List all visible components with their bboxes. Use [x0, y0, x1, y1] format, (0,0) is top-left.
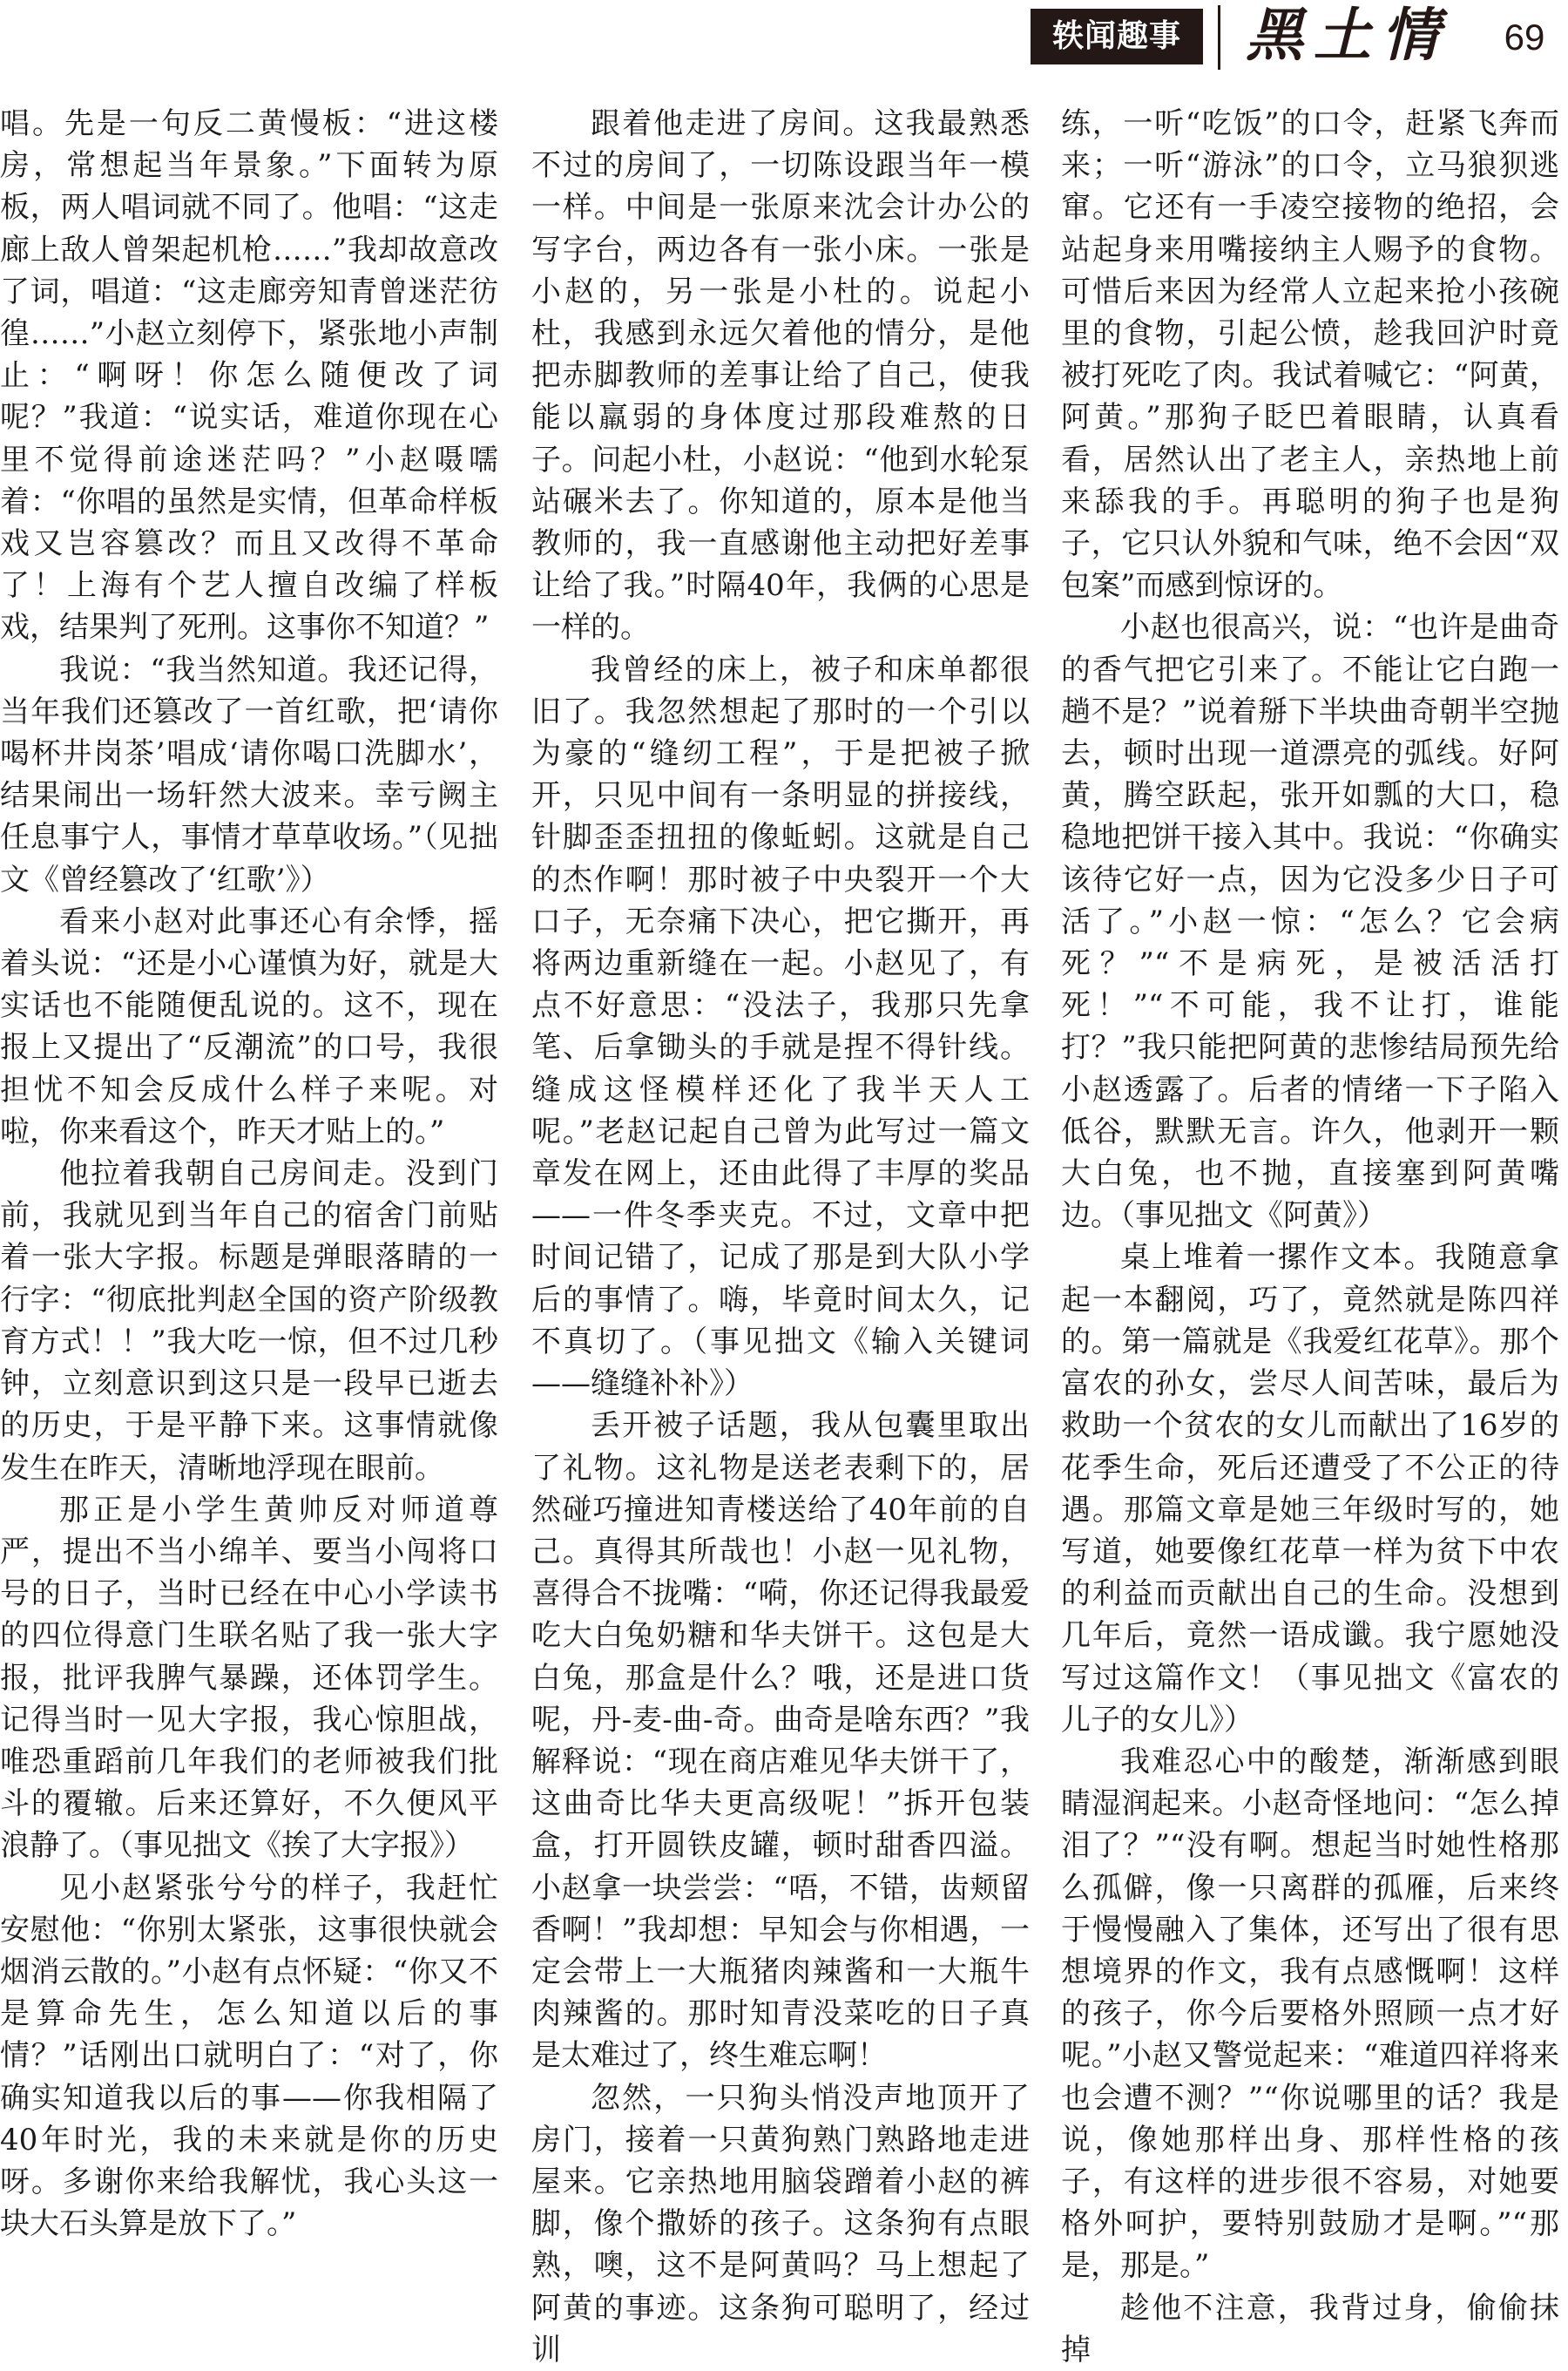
- paragraph: 桌上堆着一摞作文本。我随意拿起一本翻阅，巧了，竟然就是陈四祥的。第一篇就是《我爱红花草》。那个富农的孙女，尝尽人间苦味，最后为救助一个贫农的女儿而献出了16岁的花季生命，死后还遭受了不公正的待遇。那篇文章是她三年级时写的，她写道，她要像红花草一样为贫下中农的利益而贡献出自己的生命。没想到几年后，竟然一语成谶。我宁愿她没写过这篇作文！（事见拙文《富农的儿子的女儿》）: [1061, 1240, 1559, 1738]
- paragraph: 丢开被子话题，我从包囊里取出了礼物。这礼物是送老表剩下的，居然碰巧撞进知青楼送给了40年前的自己。真得其所哉也！小赵一见礼物，喜得合不拢嘴：“嗬，你还记得我最爱吃大白兔奶糖和华夫饼干。这包是大白兔，那盒是什么？哦，还是进口货呢，丹-麦-曲-奇。曲奇是啥东西？”我解释说：“现在商店难见华夫饼干了，这曲奇比华夫更高级呢！”拆开包装盒，打开圆铁皮罐，顿时甜香四溢。小赵拿一块尝尝：“唔，不错，齿颊留香啊！”我却想：早知会与你相遇，一定会带上一大瓶猪肉辣酱和一大瓶牛肉辣酱的。那时知青没菜吃的日子真是太难过了，终生难忘啊！: [531, 1408, 1030, 2074]
- paragraph: 小赵也很高兴，说：“也许是曲奇的香气把它引来了。不能让它白跑一趟不是？”说着掰下半块曲奇朝半空抛去，顿时出现一道漂亮的弧线。好阿黄，腾空跃起，张开如瓢的大口，稳稳地把饼干接入其中。我说：“你确实该待它好一点，因为它没多少日子可活了。”小赵一惊：“怎么？它会病死？”“不是病死，是被活活打死！”“不可能，我不让打，谁能打？”我只能把阿黄的悲惨结局预先给小赵透露了。后者的情绪一下子陷入低谷，默默无言。许久，他剥开一颗大白兔，也不抛，直接塞到阿黄嘴边。（事见拙文《阿黄》）: [1061, 610, 1559, 1234]
- paragraph: 我曾经的床上，被子和床单都很旧了。我忽然想起了那时的一个引以为豪的“缝纫工程”，于是把被子掀开，只见中间有一条明显的拼接线，针脚歪歪扭扭的像蚯蚓。这就是自己的杰作啊！那时被子中央裂开一个大口子，无奈痛下决心，把它撕开，再将两边重新缝在一起。小赵见了，有点不好意思：“没法子，我那只先拿笔、后拿锄头的手就是捏不得针线。缝成这怪模样还化了我半天人工呢。”老赵记起自己曾为此写过一篇文章发在网上，还由此得了丰厚的奖品——一件冬季夹克。不过，文章中把时间记错了，记成了那是到大队小学后的事情了。嗨，毕竟时间太久，记不真切了。（事见拙文《输入关键词——缝缝补补》）: [531, 652, 1030, 1402]
- text-column-3: [1061, 103, 1559, 2368]
- magazine-name: 黑土情: [1246, 1, 1450, 69]
- paragraph: 我说：“我当然知道。我还记得，当年我们还篡改了一首红歌，把‘请你喝杯井岗茶’唱成‘请你喝口洗脚水’，结果闹出一场轩然大波来。幸亏阙主任息事宁人，事情才草草收场。”（见拙文《曾经篡改了‘红歌’》）: [0, 652, 498, 898]
- text-column-1: [0, 103, 498, 2257]
- paragraph: 趁他不注意，我背过身，偷偷抹掉: [1061, 2290, 1559, 2368]
- paragraph: 练，一听“吃饭”的口令，赶紧飞奔而来；一听“游泳”的口令，立马狼狈逃窜。它还有一手凌空接物的绝招，会站起身来用嘴接纳主人赐予的食物。可惜后来因为经常人立起来抢小孩碗里的食物，引起公愤，趁我回沪时竟被打死吃了肉。我试着喊它：“阿黄，阿黄。”那狗子眨巴着眼睛，认真看看，居然认出了老主人，亲热地上前来舔我的手。再聪明的狗子也是狗子，它只认外貌和气味，绝不会因“双包案”而感到惊讶的。: [1061, 106, 1559, 604]
- paragraph: 看来小赵对此事还心有余悸，摇着头说：“还是小心谨慎为好，就是大实话也不能随便乱说的。这不，现在报上又提出了“反潮流”的口号，我很担忧不知会反成什么样子来呢。对啦，你来看这个，昨天才贴上的。”: [0, 904, 498, 1149]
- page-number: 69: [1504, 17, 1545, 58]
- section-badge: 轶闻趣事: [1031, 9, 1203, 64]
- paragraph: 跟着他走进了房间。这我最熟悉不过的房间了，一切陈设跟当年一模一样。中间是一张原来沈会计办公的写字台，两边各有一张小床。一张是小赵的，另一张是小杜的。说起小杜，我感到永远欠着他的情分，是他把赤脚教师的差事让给了自己，使我能以羸弱的身体度过那段难熬的日子。问起小杜，小赵说：“他到水轮泵站碾米去了。你知道的，原本是他当教师的，我一直感谢他主动把好差事让给了我。”时隔40年，我俩的心思是一样的。: [531, 106, 1030, 646]
- page-header: [0, 0, 1568, 87]
- paragraph: 我难忍心中的酸楚，渐渐感到眼睛湿润起来。小赵奇怪地问：“怎么掉泪了？”“没有啊。想起当时她性格那么孤僻，像一只离群的孤雁，后来终于慢慢融入了集体，还写出了很有思想境界的作文，我有点感慨啊！这样的孩子，你今后要格外照顾一点才好呢。”小赵又警觉起来：“难道四祥将来也会遭不测？”“你说哪里的话？我是说，像她那样出身、那样性格的孩子，有这样的进步很不容易，对她要格外呵护，要特别鼓励才是啊。”“那是，那是。”: [1061, 1744, 1559, 2284]
- header-divider: [1218, 5, 1220, 70]
- paragraph: 那正是小学生黄帅反对师道尊严，提出不当小绵羊、要当小闯将口号的日子，当时已经在中心小学读书的四位得意门生联名贴了我一张大字报，批评我脾气暴躁，还体罚学生。记得当时一见大字报，我心惊胆战，唯恐重蹈前几年我们的老师被我们批斗的覆辙。后来还算好，不久便风平浪静了。（事见拙文《挨了大字报》）: [0, 1492, 498, 1864]
- article-body: [0, 103, 1568, 2368]
- paragraph: 忽然，一只狗头悄没声地顶开了房门，接着一只黄狗熟门熟路地走进屋来。它亲热地用脑袋蹭着小赵的裤脚，像个撒娇的孩子。这条狗有点眼熟，噢，这不是阿黄吗？马上想起了阿黄的事迹。这条狗可聪明了，经过训: [531, 2080, 1030, 2368]
- paragraph: 唱。先是一句反二黄慢板：“进这楼房，常想起当年景象。”下面转为原板，两人唱词就不同了。他唱：“这走廊上敌人曾架起机枪……”我却故意改了词，唱道：“这走廊旁知青曾迷茫彷徨……”小赵立刻停下，紧张地小声制止：“啊呀！你怎么随便改了词呢？”我道：“说实话，难道你现在心里不觉得前途迷茫吗？”小赵嗫嚅着：“你唱的虽然是实情，但革命样板戏又岂容篡改？而且又改得不革命了！上海有个艺人擅自改编了样板戏，结果判了死刑。这事你不知道？”: [0, 106, 498, 646]
- paragraph: 见小赵紧张兮兮的样子，我赶忙安慰他：“你别太紧张，这事很快就会烟消云散的。”小赵有点怀疑：“你又不是算命先生，怎么知道以后的事情？”话刚出口就明白了：“对了，你确实知道我以后的事——你我相隔了40年时光，我的未来就是你的历史呀。多谢你来给我解忧，我心头这一块大石头算是放下了。”: [0, 1870, 498, 2242]
- paragraph: 他拉着我朝自己房间走。没到门前，我就见到当年自己的宿舍门前贴着一张大字报。标题是弹眼落睛的一行字：“彻底批判赵全国的资产阶级教育方式！！”我大吃一惊，但不过几秒钟，立刻意识到这只是一段早已逝去的历史，于是平静下来。这事情就像发生在昨天，清晰地浮现在眼前。: [0, 1156, 498, 1486]
- text-column-2: [531, 103, 1030, 2368]
